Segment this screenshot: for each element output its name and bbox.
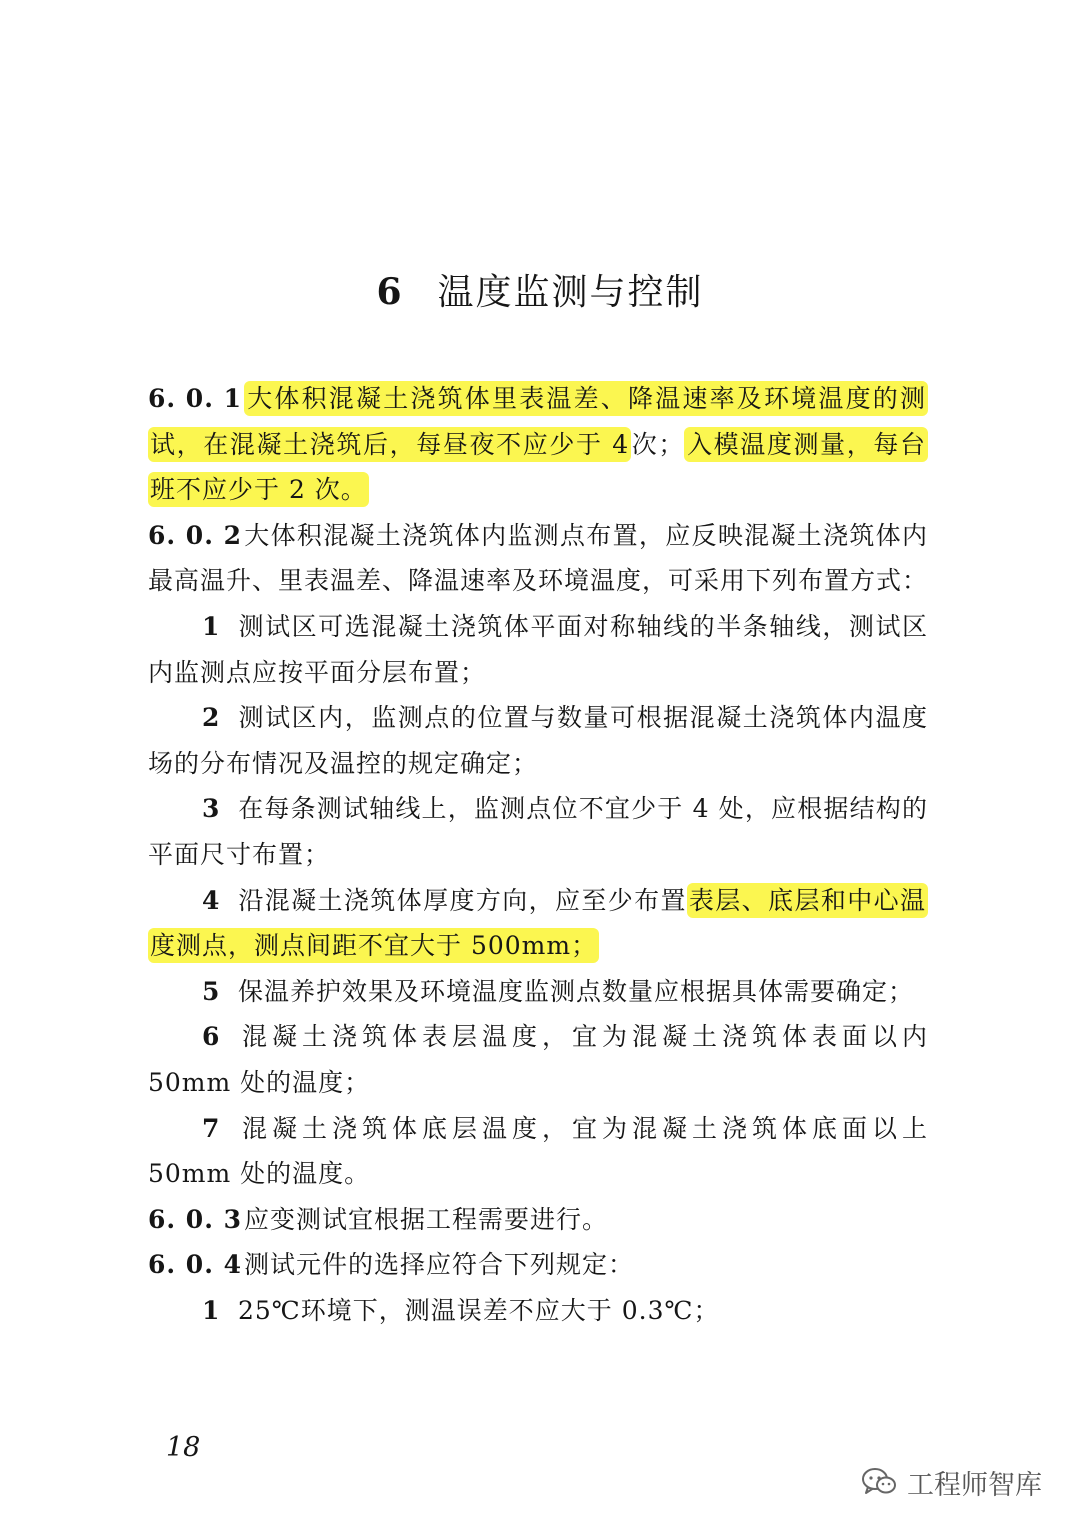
clause-text: 测试元件的选择应符合下列规定： (244, 1250, 635, 1280)
clause-text: 在每条测试轴线上，监测点位不宜少于 4 处，应根据结构的平面尺寸布置； (148, 794, 928, 869)
clause-item (148, 695, 928, 786)
clause-text: 沿混凝土浇筑体厚度方向，应至少布置 (238, 885, 687, 915)
clause-item (148, 878, 928, 969)
wechat-icon (861, 1467, 897, 1497)
clause-item (148, 969, 928, 1015)
watermark (861, 1462, 1042, 1502)
highlighted-text: 表层、底层和中心温度测点，测点间距不宜大于 500mm； (148, 883, 928, 964)
page-number: 18 (166, 1432, 201, 1463)
clause-number: 6. 0. 2 (148, 520, 242, 550)
chapter-title-text: 温度监测与控制 (437, 272, 704, 313)
clause-item (148, 604, 928, 695)
clause-text: 大体积混凝土浇筑体内监测点布置，应反映混凝土浇筑体内最高温升、里表温差、降温速率及环境温度，可采用下列布置方式： (148, 520, 929, 596)
clause-number: 6. 0. 1 (148, 384, 242, 413)
item-number: 3 (202, 794, 221, 824)
clause-text: 测试区内，监测点的位置与数量可根据混凝土浇筑体内温度场的分布情况及温控的规定确定； (148, 703, 928, 778)
item-number: 7 (202, 1113, 221, 1143)
clause-text: 混凝土浇筑体底层温度，宜为混凝土浇筑体底面以上 50mm 处的温度。 (148, 1113, 928, 1189)
item-number: 5 (202, 976, 221, 1006)
item-number: 2 (202, 703, 221, 733)
clause-6-0-4 (148, 1242, 928, 1288)
clause-text: 25℃环境下，测温误差不应大于 0.3℃； (238, 1295, 720, 1325)
clause-text: 测试区可选混凝土浇筑体平面对称轴线的半条轴线，测试区内监测点应按平面分层布置； (148, 611, 928, 687)
chapter-title (0, 268, 1080, 317)
item-number: 4 (202, 885, 221, 915)
item-number: 1 (202, 1295, 221, 1325)
clause-6-0-3 (148, 1197, 928, 1243)
highlighted-text: 大体积混凝土浇筑体里表温差、降温速率及环境温度的测试，在混凝土浇筑后，每昼夜不应少于 4 (148, 381, 928, 462)
clause-body (148, 376, 928, 1333)
clause-text: 混凝土浇筑体表层温度，宜为混凝土浇筑体表面以内 50mm 处的温度； (148, 1022, 928, 1097)
clause-text: 保温养护效果及环境温度监测点数量应根据具体需要确定； (238, 976, 915, 1006)
item-number: 1 (202, 611, 221, 641)
clause-number: 6. 0. 3 (148, 1204, 242, 1234)
clause-item (148, 1014, 928, 1105)
highlighted-text: 入模温度测量，每台班不应少于 2 次。 (148, 427, 928, 508)
clause-number: 6. 0. 4 (148, 1250, 242, 1280)
clause-6-0-2 (148, 513, 928, 604)
watermark-text: 工程师智库 (907, 1469, 1042, 1501)
clause-text: 次； (631, 429, 685, 459)
clause-item (148, 786, 928, 877)
clause-item (148, 1288, 928, 1334)
clause-6-0-1 (148, 376, 928, 513)
clause-text: 应变测试宜根据工程需要进行。 (244, 1204, 609, 1234)
item-number: 6 (202, 1022, 221, 1052)
clause-item (148, 1106, 928, 1197)
chapter-number: 6 (376, 271, 404, 313)
